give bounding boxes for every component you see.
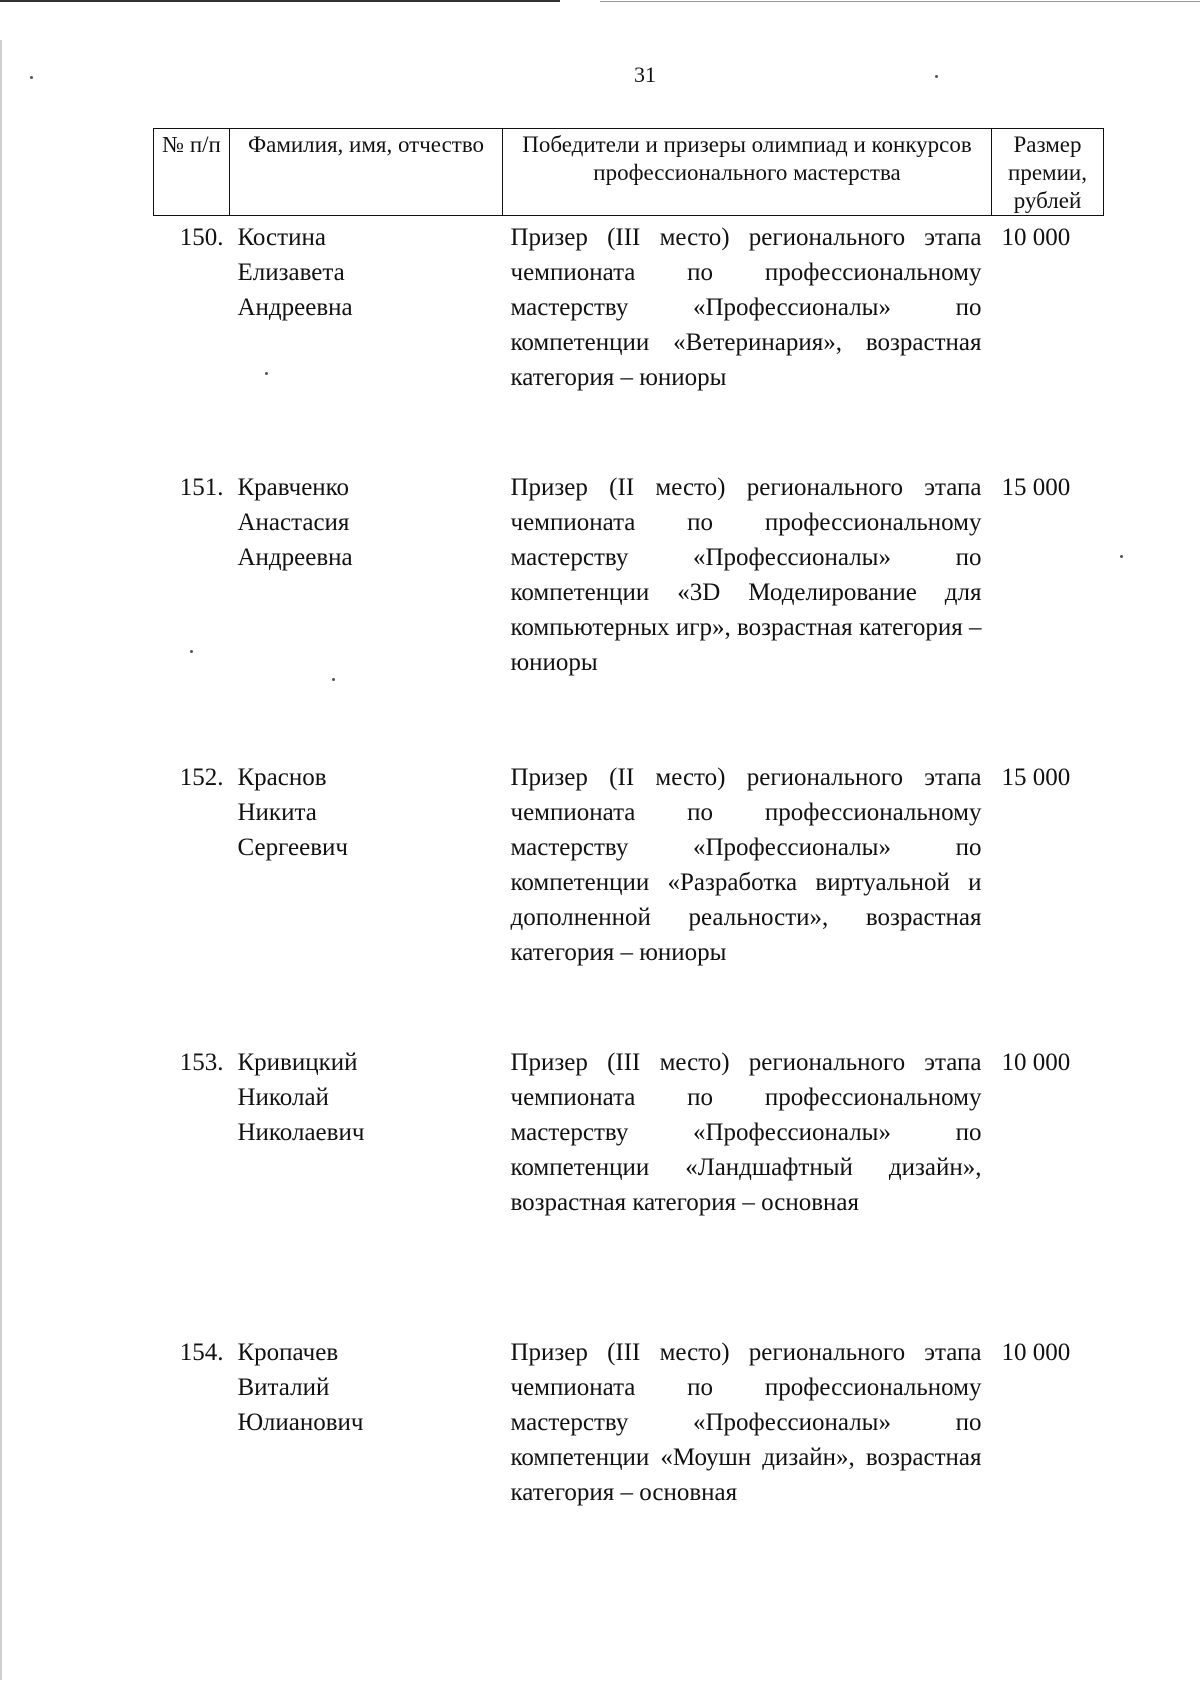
person-name: [230, 1335, 503, 1535]
surname: Краснов: [237, 764, 327, 791]
surname: Кривицкий: [237, 1049, 358, 1076]
row-number: 151.: [179, 474, 224, 501]
patronymic: Юлианович: [237, 1409, 364, 1436]
header-row: [154, 129, 1104, 216]
prize-amount: 15 000: [1001, 764, 1071, 791]
table-row: [154, 760, 1104, 1045]
table-row: [154, 470, 1104, 760]
scan-artifact-line: [600, 1, 1200, 2]
scan-artifact-line: [0, 0, 560, 2]
award-description: Призер (II место) регионального этапа чемпионата по профессиональному мастерству «Профессионалы» по компетенции «3D Моделирование для компьютерных игр», возрастная категория – юниоры: [510, 474, 982, 676]
scan-artifact-edge: [0, 40, 2, 1680]
scan-speck: [1120, 555, 1123, 558]
header-prize: Размер премии, рублей: [992, 129, 1104, 216]
table-body: [154, 216, 1104, 1536]
award-description: Призер (III место) регионального этапа чемпионата по профессиональному мастерству «Профессионалы» по компетенции «Ландшафтный дизайн», возрастная категория – основная: [510, 1049, 982, 1216]
table-header: [154, 129, 1104, 216]
row-number: 150.: [179, 224, 224, 251]
patronymic: Сергеевич: [237, 834, 348, 861]
person-name: [230, 470, 503, 760]
page-number: 31: [634, 62, 656, 87]
prize-amount: 10 000: [1001, 1049, 1071, 1076]
award-description: Призер (II место) регионального этапа чемпионата по профессиональному мастерству «Профессионалы» по компетенции «Разработка виртуальной и дополненной реальности», возрастная категория – юниоры: [510, 764, 982, 966]
award-description: Призер (III место) регионального этапа чемпионата по профессиональному мастерству «Профессионалы» по компетенции «Моушн дизайн», возрастная категория – основная: [510, 1339, 982, 1506]
header-name: Фамилия, имя, отчество: [230, 129, 503, 216]
surname: Кропачев: [237, 1339, 339, 1366]
patronymic: Николаевич: [237, 1119, 365, 1146]
table-row: [154, 216, 1104, 471]
header-desc: Победители и призеры олимпиад и конкурсов профессионального мастерства: [503, 129, 992, 216]
header-num: № п/п: [154, 129, 230, 216]
row-number: 154.: [179, 1339, 224, 1366]
prize-amount: 15 000: [1001, 474, 1071, 501]
person-name: [230, 1045, 503, 1335]
award-description: Призер (III место) регионального этапа чемпионата по профессиональному мастерству «Профессионалы» по компетенции «Ветеринария», возрастная категория – юниоры: [510, 224, 982, 391]
person-name: [230, 216, 503, 471]
surname: Костина: [237, 224, 326, 251]
surname: Кравченко: [237, 474, 350, 501]
prize-amount: 10 000: [1001, 1339, 1071, 1366]
table-row: [154, 1335, 1104, 1535]
first-name: Анастасия: [237, 509, 350, 536]
first-name: Николай: [237, 1084, 329, 1111]
first-name: Виталий: [237, 1374, 330, 1401]
person-name: [230, 760, 503, 1045]
patronymic: Андреевна: [237, 294, 353, 321]
first-name: Никита: [237, 799, 317, 826]
patronymic: Андреевна: [237, 544, 353, 571]
awards-table: [153, 128, 1104, 1535]
first-name: Елизавета: [237, 259, 345, 286]
prize-amount: 10 000: [1001, 224, 1071, 251]
table-row: [154, 1045, 1104, 1335]
row-number: 152.: [179, 764, 224, 791]
row-number: 153.: [179, 1049, 224, 1076]
